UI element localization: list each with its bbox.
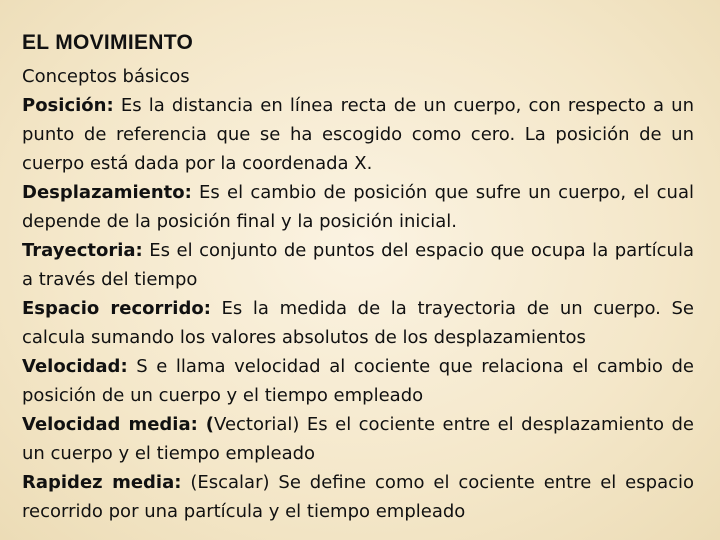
definition-text: S e llama velocidad al cociente que relaciona el cambio de posición de un cuerpo y el tiempo empleado xyxy=(22,356,694,406)
definition-velocidad-media xyxy=(22,410,694,468)
definition-text: Es la medida de la trayectoria de un cuerpo. Se calcula sumando los valores absolutos de los desplazamientos xyxy=(22,298,695,348)
definition-term: Trayectoria: xyxy=(22,240,143,261)
definition-text: Vectorial) Es el cociente entre el desplazamiento de un cuerpo y el tiempo empleado xyxy=(22,414,694,464)
definition-text: Es el conjunto de puntos del espacio que ocupa la partícula a través del tiempo xyxy=(22,240,694,290)
definition-term: Rapidez media: xyxy=(22,472,182,493)
definition-term: Velocidad: xyxy=(22,356,128,377)
slide-content xyxy=(22,62,694,526)
definition-text: Es el cambio de posición que sufre un cuerpo, el cual depende de la posición final y la posición inicial. xyxy=(22,182,694,232)
definition-rapidez-media xyxy=(22,468,694,526)
definition-espacio-recorrido xyxy=(22,294,694,352)
definition-desplazamiento xyxy=(22,178,694,236)
definition-term: Espacio recorrido: xyxy=(22,298,211,319)
slide-subtitle: Conceptos básicos xyxy=(22,66,190,87)
definition-term: Velocidad media: ( xyxy=(22,414,215,435)
definition-term: Desplazamiento: xyxy=(22,182,192,203)
slide-title: EL MOVIMIENTO xyxy=(22,31,194,54)
definition-term: Posición: xyxy=(22,95,114,116)
definition-text: Es la distancia en línea recta de un cuerpo, con respecto a un punto de referencia que se ha escogido como cero. La posición de un cuerpo está dada por la coordenada X. xyxy=(22,95,694,174)
definition-velocidad xyxy=(22,352,694,410)
definition-trayectoria xyxy=(22,236,694,294)
definition-posicion xyxy=(22,91,694,178)
definition-text: (Escalar) Se define como el cociente entre el espacio recorrido por una partícula y el tiempo empleado xyxy=(22,472,695,522)
